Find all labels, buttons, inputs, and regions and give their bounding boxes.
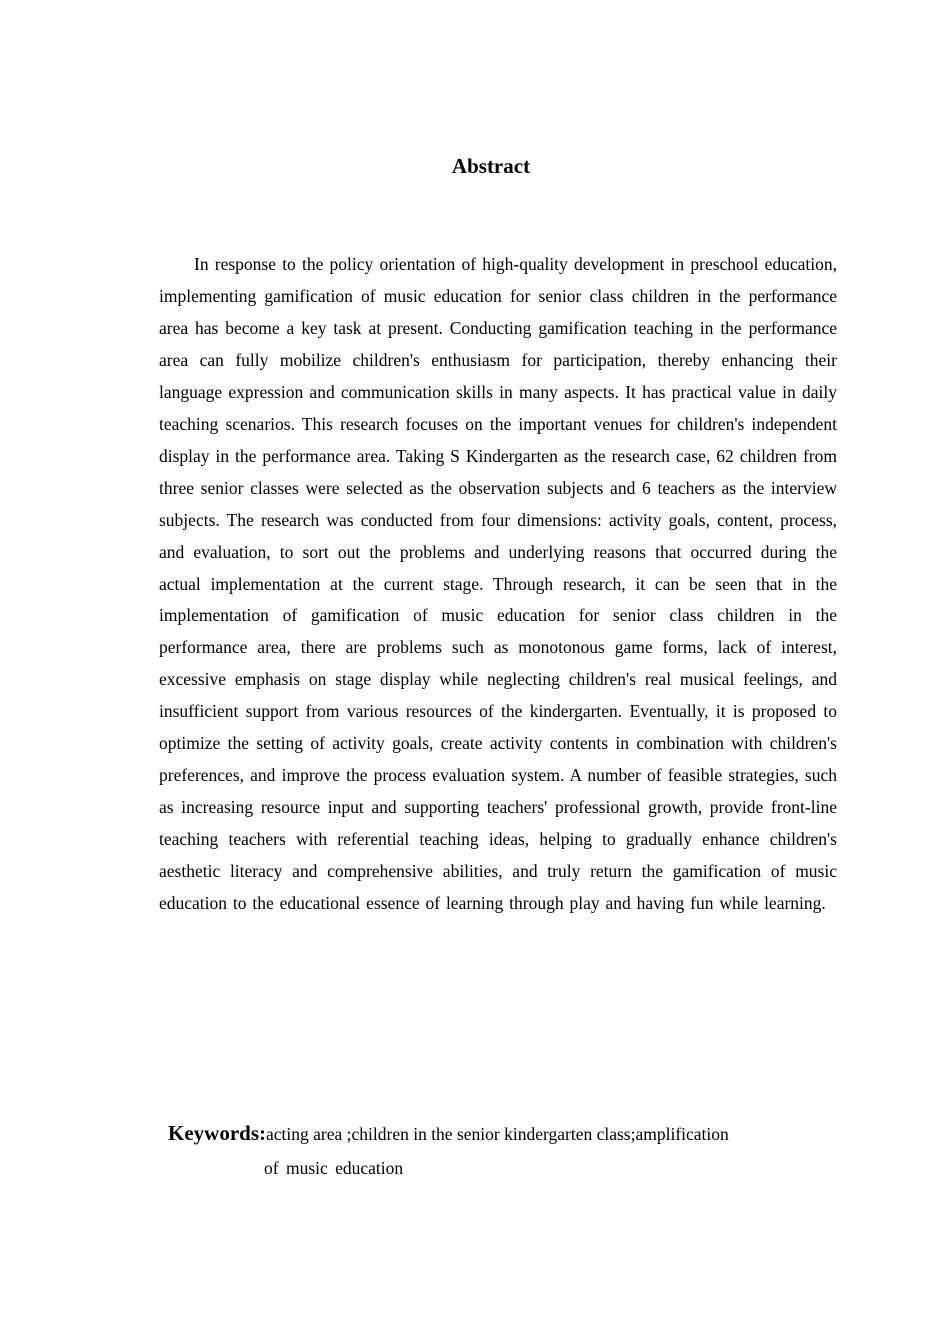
abstract-paragraph: In response to the policy orientation of high-quality development in preschool education, implementing gamification of music education for senior class children in the performance area has become a key task at present. Conducting gamification teaching in the performance area can fully mobilize children's enthusiasm for participation, thereby enhancing their language expression and communication skills in many aspects. It has practical value in daily teaching scenarios. This research focuses on the important venues for children's independent display in the performance area. Taking S Kindergarten as the research case, 62 children from three senior classes were selected as the observation subjects and 6 teachers as the interview subjects. The research was conducted from four dimensions: activity goals, content, process, and evaluation, to sort out the problems and underlying reasons that occurred during the actual implementation at the current stage. Through research, it can be seen that in the implementation of gamification of music education for senior class children in the performance area, there are problems such as monotonous game forms, lack of interest, excessive emphasis on stage display while neglecting children's real musical feelings, and insufficient support from various resources of the kindergarten. Eventually, it is proposed to optimize the setting of activity goals, create activity contents in combination with children's preferences, and improve the process evaluation system. A number of feasible strategies, such as increasing resource input and supporting teachers' professional growth, provide front-line teaching teachers with referential teaching ideas, helping to gradually enhance children's aesthetic literacy and comprehensive abilities, and truly return the gamification of music education to the educational essence of learning through play and having fun while learning.: [159, 254, 837, 914]
keywords-label: Keywords:: [168, 1121, 266, 1145]
keywords-section: [168, 1116, 808, 1151]
keywords-text-line2: of music education: [264, 1158, 404, 1178]
abstract-title: Abstract: [451, 154, 531, 178]
keywords-text-line1: acting area ;children in the senior kindergarten class;amplification: [266, 1124, 729, 1144]
